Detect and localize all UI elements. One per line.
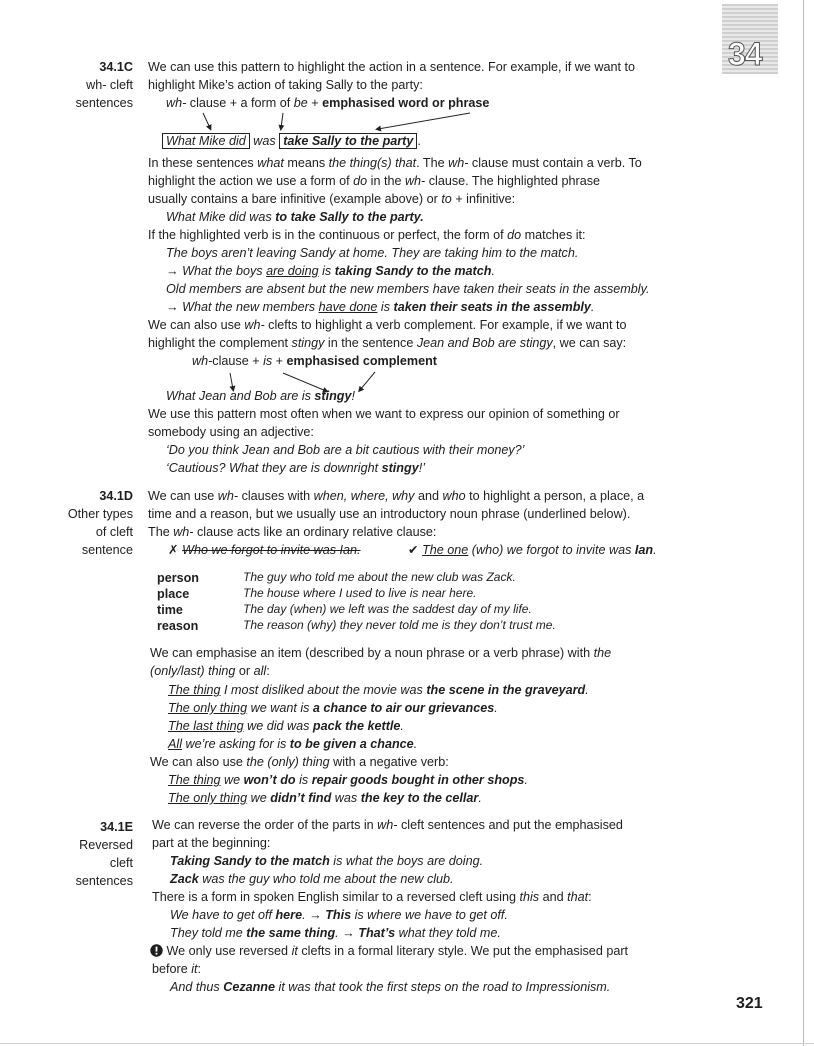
example-line <box>168 682 589 698</box>
text-run: the thing(s) that <box>328 156 417 170</box>
text-run: → <box>166 300 183 314</box>
text-run: is <box>263 354 273 368</box>
section-code: 34.1E <box>100 820 133 834</box>
boxed-phrase: take Sally to the party <box>279 133 417 149</box>
text-run: : <box>266 664 270 678</box>
text-run: If the highlighted verb is in the continuous or perfect, the form of <box>148 228 508 242</box>
text-run: They told me <box>170 926 247 940</box>
text-run: . <box>590 300 595 314</box>
text-run: a chance to air our grievances <box>312 701 495 715</box>
example-line <box>168 772 528 788</box>
table-row-label: reason <box>157 619 199 633</box>
text-run: highlight the complement <box>148 336 292 350</box>
text-run: + <box>272 354 287 368</box>
text-run: is <box>295 773 312 787</box>
text-run: cleft sentences and put the emphasised <box>397 818 623 832</box>
paragraph-line <box>148 335 626 351</box>
text-run: usually contains a bare infinitive (example above) or <box>148 192 442 206</box>
text-run: . <box>478 791 482 805</box>
text-run: stingy <box>291 336 325 350</box>
text-run: ‘Cautious? What they are is downright <box>166 461 382 475</box>
exclamation-circle-icon <box>150 944 163 957</box>
chapter-tab-number: 34 <box>728 36 762 72</box>
note-line <box>152 961 201 977</box>
text-run: We only use reversed <box>163 944 292 958</box>
boxed-example <box>162 133 421 149</box>
text-run: pack the kettle <box>312 719 401 733</box>
text-run: to <box>441 192 452 206</box>
text-run: it was that took the first steps on the road to Impressionism. <box>275 980 611 994</box>
text-run: wh- <box>448 156 469 170</box>
section-title-line: cleft <box>109 856 133 870</box>
example-line <box>170 853 483 869</box>
text-run: it <box>191 962 198 976</box>
text-run: the same thing <box>246 926 336 940</box>
text-run: when, where, why <box>313 489 415 503</box>
paragraph-line <box>148 155 642 171</box>
wrong-example <box>168 542 361 558</box>
example-line <box>166 263 495 279</box>
paragraph-line: time and a reason, but we usually use an introductory noun phrase (underlined below). <box>148 507 631 521</box>
text-run: ! <box>351 389 356 403</box>
text-run: wh- <box>173 525 194 539</box>
paragraph-line <box>150 645 611 661</box>
cross-mark-icon: ✗ <box>168 543 179 557</box>
text-run: is what the boys are doing. <box>329 854 484 868</box>
text-run: clause acts like an ordinary relative clause: <box>193 525 437 539</box>
table-row-example: The house where I used to live is near here. <box>243 586 477 600</box>
text-run: before <box>152 962 192 976</box>
text-run: Jean and Bob are stingy <box>416 336 553 350</box>
text-run: wh- <box>192 354 213 368</box>
text-run: do <box>353 174 368 188</box>
example-text: was <box>249 134 280 148</box>
arrow-line <box>378 113 470 129</box>
text-run: all <box>253 664 267 678</box>
paragraph-line <box>150 754 449 770</box>
text-run: here <box>275 908 303 922</box>
example-text: . <box>417 134 421 148</box>
text-run: or <box>235 664 254 678</box>
text-run: the <box>593 646 612 660</box>
arrow-line <box>281 113 283 128</box>
table-row-example: The day (when) we left was the saddest day of my life. <box>243 602 532 616</box>
example-line <box>168 700 498 716</box>
text-run: We can also use <box>148 318 245 332</box>
text-run: didn’t find <box>270 791 332 805</box>
text-run: clauses with <box>238 489 314 503</box>
text-run: . → <box>302 908 326 922</box>
formula-token: clause + a form of <box>186 96 294 110</box>
text-run: . <box>585 683 589 697</box>
arrow-line <box>203 113 210 128</box>
text-run: we’re asking for is <box>182 737 290 751</box>
text-run: have done <box>318 300 378 314</box>
text-run: We have to get off <box>170 908 276 922</box>
text-run: The only thing <box>168 791 248 805</box>
right-example <box>408 542 657 558</box>
text-run: the scene in the graveyard <box>426 683 586 697</box>
text-run: matches it: <box>521 228 586 242</box>
text-run: Zack <box>170 872 199 886</box>
example-line <box>170 907 508 923</box>
text-run: . <box>400 719 404 733</box>
text-run: We can emphasise an item (described by a noun phrase or a verb phrase) with <box>150 646 594 660</box>
example-line <box>166 460 425 476</box>
section-title-line: of cleft <box>95 525 133 539</box>
text-run: I most disliked about the movie was <box>220 683 427 697</box>
text-run: wh- <box>404 174 426 188</box>
example-line: The boys aren’t leaving Sandy at home. They are taking him to the match. <box>166 246 579 260</box>
paragraph-line <box>152 817 623 833</box>
text-run: (only/last) thing <box>150 664 236 678</box>
text-run: who <box>442 489 466 503</box>
text-run: is <box>318 264 335 278</box>
text-run: we <box>220 773 244 787</box>
example-line: Old members are absent but the new members have taken their seats in the assembly. <box>166 282 650 296</box>
text-run: are doing <box>266 264 319 278</box>
text-run: wh- <box>377 818 398 832</box>
text-run: repair goods bought in other shops <box>311 773 525 787</box>
text-run: . The <box>416 156 449 170</box>
example-line: ‘Do you think Jean and Bob are a bit cautious with their money?’ <box>166 443 525 457</box>
text-run: was <box>331 791 361 805</box>
text-run: won’t do <box>243 773 296 787</box>
text-run: stingy <box>381 461 419 475</box>
text-run: in the <box>367 174 405 188</box>
text-run: We can use <box>148 489 218 503</box>
text-run: : <box>588 890 592 904</box>
section-heading-34-1d <box>68 487 133 559</box>
text-run: What the boys <box>182 264 267 278</box>
text-run: clefts to highlight a verb complement. For example, if we want to <box>264 318 627 332</box>
struck-text: Who we forgot to invite was Ian. <box>182 543 361 557</box>
text-run: means <box>283 156 329 170</box>
text-run: . <box>491 264 495 278</box>
text-run: taking Sandy to the match <box>334 264 492 278</box>
paragraph-line: part at the beginning: <box>152 836 271 850</box>
text-run: The <box>148 525 174 539</box>
text-run: There is a form in spoken English similar to a reversed cleft using <box>152 890 520 904</box>
section-title-line: wh- cleft <box>86 78 133 92</box>
example-line <box>170 925 501 941</box>
text-run: to take Sally to the party. <box>275 210 424 224</box>
formula-token: emphasised word or phrase <box>322 96 490 110</box>
text-run: and <box>414 489 443 503</box>
section-heading-34-1e <box>76 818 133 890</box>
text-run: . <box>494 701 498 715</box>
table-row-label: place <box>157 587 190 601</box>
text-run: In these sentences <box>148 156 258 170</box>
paragraph-line <box>148 191 515 207</box>
section-title-line: Other types <box>67 507 133 521</box>
text-run: clause. The highlighted phrase <box>425 174 601 188</box>
section-code: 34.1C <box>99 60 133 74</box>
text-run: (who) we forgot to invite was <box>468 543 635 557</box>
paragraph-line <box>148 317 627 333</box>
text-run: to be given a chance <box>289 737 414 751</box>
text-run: What the new members <box>182 300 319 314</box>
example-line <box>166 299 594 315</box>
page-number: 321 <box>736 995 763 1012</box>
text-run: Cezanne <box>223 980 276 994</box>
text-run: and <box>539 890 568 904</box>
example-line <box>166 388 355 404</box>
text-run: The last thing <box>168 719 244 733</box>
text-run: the (only) thing <box>246 755 330 769</box>
table-row-label: person <box>157 571 199 585</box>
table-row-label: time <box>157 603 183 617</box>
text-run: emphasised complement <box>286 354 438 368</box>
section-code: 34.1D <box>99 489 133 503</box>
formula-token: be <box>293 96 308 110</box>
text-run: it <box>291 944 298 958</box>
text-run: clefts in a formal literary style. We put the emphasised part <box>297 944 629 958</box>
example-line <box>170 979 610 995</box>
text-run: the key to the cellar <box>360 791 479 805</box>
text-run: wh- <box>217 489 239 503</box>
paragraph-line <box>148 488 644 504</box>
text-run: Ian <box>634 543 654 557</box>
text-run: Taking Sandy to the match <box>170 854 330 868</box>
text-run: that <box>567 890 589 904</box>
text-run: what <box>257 156 284 170</box>
text-run: stingy <box>314 389 352 403</box>
paragraph-line <box>148 524 436 540</box>
text-run: we want is <box>247 701 313 715</box>
text-run: . <box>413 737 418 751</box>
example-line <box>170 871 454 887</box>
paragraph-line: somebody using an adjective: <box>148 425 314 439</box>
section-title-line: Reversed <box>79 838 133 852</box>
text-run: That’s <box>358 926 396 940</box>
text-run: what they told me. <box>395 926 501 940</box>
text-run: !’ <box>418 461 425 475</box>
section-title-line: sentences <box>75 874 133 888</box>
text-run: + infinitive: <box>451 192 516 206</box>
paragraph-line <box>152 889 592 905</box>
text-run: The thing <box>168 773 221 787</box>
text-run: clause + <box>212 354 264 368</box>
text-run: The only thing <box>168 701 248 715</box>
text-run: is <box>377 300 394 314</box>
text-run: to highlight a person, a place, a <box>465 489 645 503</box>
paragraph-line <box>148 173 600 189</box>
example-line <box>168 736 417 752</box>
text-run: highlight the action we use a form of <box>148 174 354 188</box>
text-run: The thing <box>168 683 221 697</box>
text-run: . <box>653 543 657 557</box>
text-run: in the sentence <box>324 336 417 350</box>
note-line <box>150 943 628 959</box>
formula-token: + <box>307 96 323 110</box>
text-run: we <box>247 791 271 805</box>
text-run: is where we have to get off. <box>351 908 508 922</box>
table-row-example: The reason (why) they never told me is they don’t trust me. <box>243 618 556 632</box>
text-run: What Mike did was <box>166 210 276 224</box>
paragraph-line: We use this pattern most often when we want to express our opinion of something or <box>148 407 620 421</box>
text-run: . <box>524 773 528 787</box>
section-title-line: sentences <box>75 96 133 110</box>
text-run: This <box>325 908 352 922</box>
text-run: → <box>166 264 183 278</box>
paragraph-line: We can use this pattern to highlight the action in a sentence. For example, if we want to <box>148 60 635 74</box>
example-line <box>166 209 424 225</box>
formula-line <box>192 353 437 369</box>
text-run: We can reverse the order of the parts in <box>152 818 378 832</box>
arrow-line <box>230 373 233 389</box>
formula-token: wh- <box>166 96 187 110</box>
paragraph-line: highlight Mike’s action of taking Sally to the party: <box>148 78 423 92</box>
text-run: And thus <box>170 980 224 994</box>
text-run: All <box>168 737 182 751</box>
text-run: was the guy who told me about the new club. <box>198 872 454 886</box>
text-run: clause must contain a verb. To <box>468 156 642 170</box>
text-run: : <box>197 962 202 976</box>
text-run: we did was <box>243 719 313 733</box>
text-run: What Jean and Bob are is <box>166 389 315 403</box>
text-run: taken their seats in the assembly <box>393 300 591 314</box>
text-run: with a negative verb: <box>329 755 449 769</box>
paragraph-line <box>150 663 270 679</box>
text-run: The one <box>422 543 469 557</box>
arrow-line <box>360 372 375 390</box>
table-row-example: The guy who told me about the new club was Zack. <box>243 570 516 584</box>
text-run: this <box>519 890 540 904</box>
text-run: wh- <box>244 318 265 332</box>
text-run: . → <box>335 926 359 940</box>
example-line <box>168 718 404 734</box>
paragraph-line <box>148 227 586 243</box>
example-line <box>168 790 482 806</box>
text-run: We can also use <box>150 755 247 769</box>
section-title-line: sentence <box>81 543 133 557</box>
text-run: do <box>507 228 522 242</box>
check-mark-icon: ✔ <box>408 543 419 557</box>
text-run: , we can say: <box>552 336 627 350</box>
boxed-phrase: What Mike did <box>162 133 250 149</box>
